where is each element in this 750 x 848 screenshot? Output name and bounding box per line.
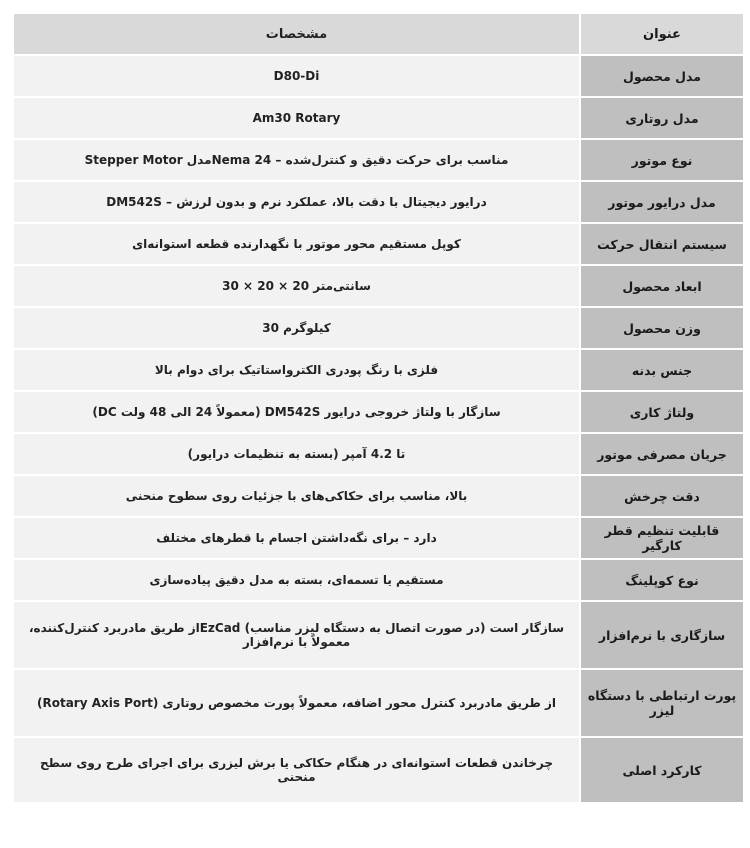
- spec-label: کارکرد اصلی: [580, 737, 744, 803]
- spec-value: Am30 Rotary: [13, 97, 580, 139]
- spec-label: ابعاد محصول: [580, 265, 744, 307]
- spec-label: مدل محصول: [580, 55, 744, 97]
- spec-value: سانتی‌متر 20 × 20 × 30: [13, 265, 580, 307]
- spec-value: مستقیم یا تسمه‌ای، بسته به مدل دقیق پیاده‌سازی: [13, 559, 580, 601]
- spec-value: فلزی با رنگ پودری الکترواستاتیک برای دوام بالا: [13, 349, 580, 391]
- spec-table-container: [12, 12, 738, 804]
- spec-table: [12, 12, 745, 804]
- spec-label: نوع موتور: [580, 139, 744, 181]
- spec-label: مدل روتاری: [580, 97, 744, 139]
- table-row: [13, 265, 744, 307]
- table-row: [13, 223, 744, 265]
- table-row: [13, 55, 744, 97]
- table-row: [13, 139, 744, 181]
- table-row: [13, 601, 744, 669]
- table-header-row: [13, 13, 744, 55]
- spec-label: قابلیت تنظیم قطر کارگیر: [580, 517, 744, 559]
- spec-label: وزن محصول: [580, 307, 744, 349]
- spec-value: بالا، مناسب برای حکاکی‌های با جزئیات روی سطوح منحنی: [13, 475, 580, 517]
- table-row: [13, 433, 744, 475]
- spec-label: سیستم انتقال حرکت: [580, 223, 744, 265]
- table-row: [13, 475, 744, 517]
- header-specs: مشخصات: [13, 13, 580, 55]
- spec-value: D80-Di: [13, 55, 580, 97]
- table-row: [13, 517, 744, 559]
- spec-label: ولتاژ کاری: [580, 391, 744, 433]
- table-row: [13, 559, 744, 601]
- table-row: [13, 307, 744, 349]
- header-title: عنوان: [580, 13, 744, 55]
- spec-label: پورت ارتباطی با دستگاه لیزر: [580, 669, 744, 737]
- table-row: [13, 97, 744, 139]
- spec-value: کیلوگرم 30: [13, 307, 580, 349]
- spec-value: درایور دیجیتال با دقت بالا، عملکرد نرم و بدون لرزش – DM542S: [13, 181, 580, 223]
- spec-value: (DC معمولاً 24 الی 48 ولت) DM542S سازگار با ولتاژ خروجی درایور: [13, 391, 580, 433]
- spec-label: جنس بدنه: [580, 349, 744, 391]
- spec-value: تا 4.2 آمپر (بسته به تنظیمات درایور): [13, 433, 580, 475]
- spec-label: نوع کوپلینگ: [580, 559, 744, 601]
- spec-label: مدل درایور موتور: [580, 181, 744, 223]
- spec-label: دقت چرخش: [580, 475, 744, 517]
- spec-value: سازگار است (در صورت اتصال به دستگاه لیزر مناسب) EzCadاز طریق مادربرد کنترل‌کننده، معمولاً با نرم‌افزار: [13, 601, 580, 669]
- table-row: [13, 737, 744, 803]
- spec-value: چرخاندن قطعات استوانه‌ای در هنگام حکاکی یا برش لیزری برای اجرای طرح روی سطح منحنی: [13, 737, 580, 803]
- spec-label: جریان مصرفی موتور: [580, 433, 744, 475]
- table-row: [13, 181, 744, 223]
- table-row: [13, 669, 744, 737]
- table-row: [13, 349, 744, 391]
- spec-value: مناسب برای حرکت دقیق و کنترل‌شده – Nema 24مدل Stepper Motor: [13, 139, 580, 181]
- spec-label: سازگاری با نرم‌افزار: [580, 601, 744, 669]
- spec-value: دارد – برای نگه‌داشتن اجسام با قطرهای مختلف: [13, 517, 580, 559]
- table-row: [13, 391, 744, 433]
- spec-value: کوپل مستقیم محور موتور با نگهدارنده قطعه استوانه‌ای: [13, 223, 580, 265]
- spec-value: (Rotary Axis Port) از طریق مادربرد کنترل محور اضافه، معمولاً پورت مخصوص روتاری: [13, 669, 580, 737]
